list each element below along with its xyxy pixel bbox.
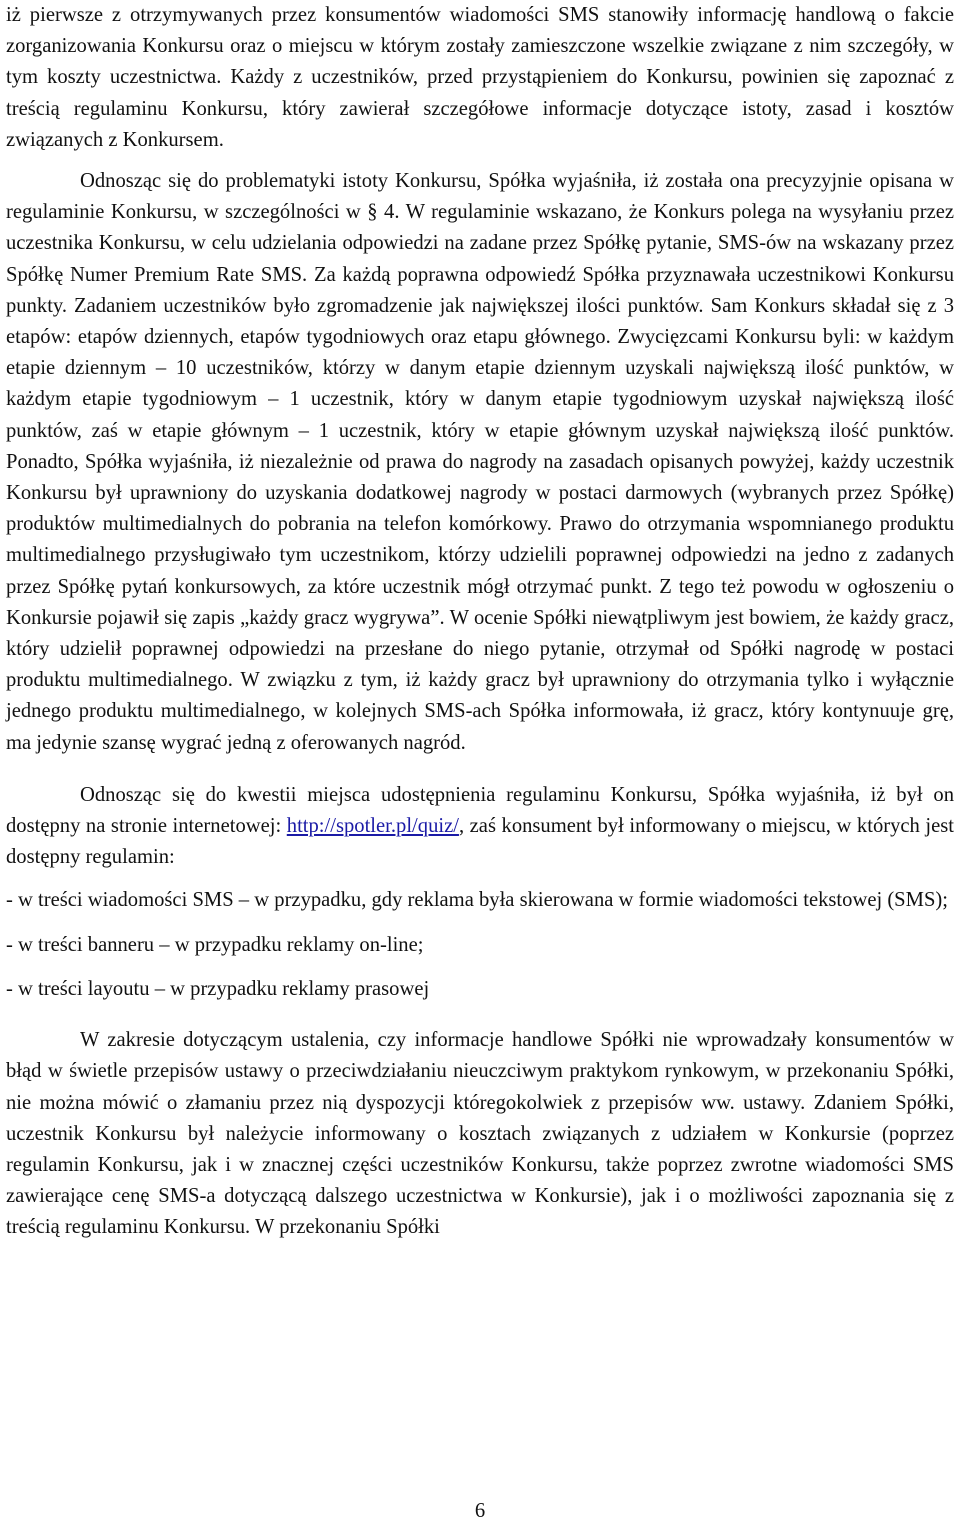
regulations-link[interactable]: http://spotler.pl/quiz/ [286, 815, 459, 838]
page-number: 6 [474, 1500, 486, 1522]
list-item-sms: - w treści wiadomości SMS – w przypadku, gdy reklama była skierowana w formie wiadomości tekstowej (SMS); [6, 889, 948, 912]
regulations-text-before-link: Odnosząc się do kwestii miejsca udostępnienia regulaminu Konkursu, Spółka wyjaśniła, iż był on dostępny na stronie internetowej: [6, 783, 954, 838]
paragraph-contest-info: iż pierwsze z otrzymywanych przez konsumentów wiadomości SMS stanowiły informację handlową o fakcie zorganizowania Konkursu oraz o miejscu w którym zostały zamieszczone wszelkie związane z nim szczegóły, w tym koszty uczestnictwa. Każdy z uczestników, przed przystąpieniem do Konkursu, powinien się zapoznać z treścią regulaminu Konkursu, który zawierał szczegółowe informacje dotyczące istoty, zasad i kosztów związanych z Konkursem. [6, 4, 954, 151]
paragraph-regulations-location [6, 780, 954, 874]
list-item-banner: - w treści banneru – w przypadku reklamy on-line; [6, 933, 424, 956]
paragraph-contest-essence: Odnosząc się do problematyki istoty Konkursu, Spółka wyjaśniła, iż została ona precyzyjnie opisana w regulaminie Konkursu, w szczególności w § 4. W regulaminie wskazano, że Konkurs polega na wysyłaniu przez uczestnika Konkursu, w celu udzielania odpowiedzi na zadane przez Spółkę pytanie, SMS-ów na wskazany przez Spółkę Numer Premium Rate SMS. Za każdą poprawna odpowiedź Spółka przyznawała uczestnikowi Konkursu punkty. Zadaniem uczestników było zgromadzenie jak największej ilości punktów. Sam Konkurs składał się z 3 etapów: etapów dziennych, etapów tygodniowych oraz etapu głównego. Zwycięzcami Konkursu byli: w każdym etapie dziennym – 10 uczestników, którzy w danym etapie dziennym uzyskali największą ilość punktów, w każdym etapie tygodniowym – 1 uczestnik, który w danym etapie tygodniowym uzyskał największą ilość punktów, zaś w etapie głównym – 1 uczestnik, który w etapie głównym uzyskał największą ilość punktów. Ponadto, Spółka wyjaśniła, iż niezależnie od prawa do nagrody na zasadach opisanych powyżej, każdy uczestnik Konkursu był uprawniony do uzyskania dodatkowej nagrody w postaci darmowych (wybranych przez Spółkę) produktów multimedialnych do pobrania na telefon komórkowy. Prawo do otrzymania wspomnianego produktu multimedialnego przysługiwało tym uczestnikom, którzy udzielili poprawnej odpowiedzi na jedno z zadanych przez Spółkę pytań konkursowych, za które uczestnik mógł otrzymać punkt. Z tego też powodu w ogłoszeniu o Konkursie pojawił się zapis „każdy gracz wygrywa”. W ocenie Spółki niewątpliwym jest bowiem, że każdy gracz, który udzielił poprawnej odpowiedzi na przesłane do niego pytanie, otrzymał od Spółki nagrodę w postaci produktu multimedialnego. W związku z tym, iż każdy gracz był uprawniony do otrzymania tylko i wyłącznie jednego produktu multimedialnego, w kolejnych SMS-ach Spółka informowała, iż gracz, który kontynuuje grę, ma jedynie szansę wygrać jedną z oferowanych nagród. [6, 170, 954, 754]
paragraph-misleading-assessment: W zakresie dotyczącym ustalenia, czy informacje handlowe Spółki nie wprowadzały konsumentów w błąd w świetle przepisów ustawy o przeciwdziałaniu nieuczciwym praktykom rynkowym, w przekonaniu Spółki, nie można mówić o złamaniu przez nią dyspozycji któregokolwiek z przepisów ww. ustawy. Zdaniem Spółki, uczestnik Konkursu był należycie informowany o kosztach związanych z udziałem w Konkursie (poprzez regulamin Konkursu, jak i w znacznej części uczestników Konkursu, także poprzez zwrotne wiadomości SMS zawierające cenę SMS-a dotyczącą dalszego uczestnictwa w Konkursie), jak i o możliwości zapoznania się z treścią regulaminu Konkursu. W przekonaniu Spółki [6, 1029, 954, 1239]
document-body [6, 0, 954, 1244]
regulations-text-after-link: , zaś konsument był informowany o miejscu, w których jest dostępny regulamin: [6, 815, 954, 869]
document-page [6, 0, 954, 1525]
list-item-layout: - w treści layoutu – w przypadku reklamy prasowej [6, 977, 430, 1000]
